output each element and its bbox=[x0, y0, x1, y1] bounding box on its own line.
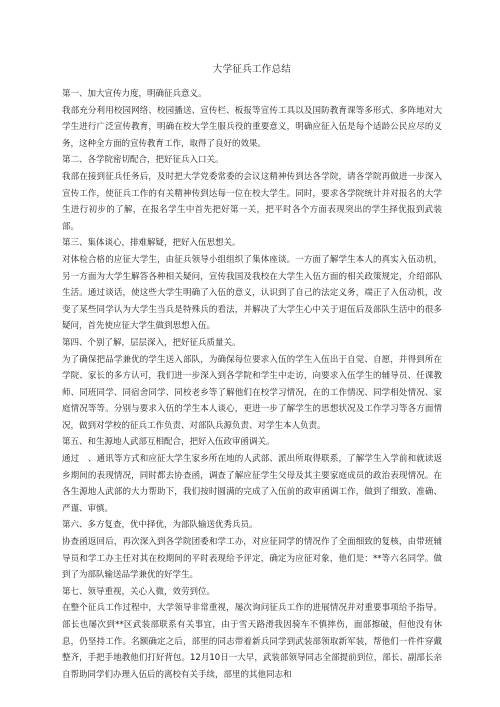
heading-2: 第二、各学院密切配合，把好征兵入口关。 bbox=[62, 155, 224, 166]
paragraph-4: 为了确保把品学兼优的学生送入部队，为确保每位要求入伍的学生入伍出于自觉、自愿，并得到所在学院、家长的多方认可，我们进一步深入到各学院和学生中走访，向要求入伍学生的辅导员、任课教师、同班同学、同宿舍同学、同校老乡等了解他们在校学习情况，在的工作情况、同学相处情况、家庭情况等等。分别与要求入伍的学生本人谈心，更进一步了解学生的思想状况及工作学习等各方面情况，做到对学校的征兵工作负责、对部队兵源负责、对学生本人负责。 bbox=[62, 354, 442, 431]
paragraph-6: 协查函返回后，再次深入到各学院团委和学工办，对应征同学的情况作了全面细致的复核，由带班辅导员和学工办主任对其在校期间的平时表现给予评定，确定为应征对象，他们是：**等六名同学。做到了为部队输送品学兼优的好学生。 bbox=[62, 537, 442, 581]
heading-7: 第七、领导重视，关心入微，效劳到位。 bbox=[62, 586, 216, 597]
document-title: 大学征兵工作总结 bbox=[212, 64, 292, 75]
heading-4: 第四、个别了解，层层深入，把好征兵质量关。 bbox=[62, 337, 241, 348]
paragraph-3: 对体检合格的应征大学生，由征兵领导小组组织了集体座谈。一方面了解学生本人的真实入伍动机，另一方面为大学生解答各种相关疑问，宣传我国及我校在大学生入伍方面的相关政策规定，介绍部队生活。通过谈话，使这些大学生明确了入伍的意义，认识到了自己的法定义务，端正了入伍动机，改变了某些同学认为大学生当兵是特殊兵的看法，并解决了大学生心中关于退伍后及部队生活中的很多疑问，首先使应征大学生做到思想入伍。 bbox=[62, 254, 442, 332]
document-body bbox=[62, 86, 442, 683]
heading-5: 第五、和生源地人武部互相配合，把好入伍政审函调关。 bbox=[62, 437, 275, 448]
paragraph-1: 我部充分利用校园网络、校园播送、宣传栏、板报等宣传工具以及国防教育课等多形式、多阵地对大学生进行广泛宣传教育，明确在校大学生服兵役的重要意义，明确应征入伍是每个适龄公民应尽的义务，这种全方面的宣传教育工作，取得了良好的效果。 bbox=[62, 105, 442, 149]
document-page bbox=[62, 64, 442, 683]
heading-1: 第一、加大宣传力度，明确征兵意义。 bbox=[62, 89, 207, 99]
paragraph-5: 通过 、通讯等方式和应征大学生家乡所在地的人武部、派出所取得联系，了解学生入学前和就读返乡期间的表现情况，同时都去协查函，调查了解应征学生父母及其主要家庭成员的政治表现情况。在各生源地人武部的大力帮助下，我们按时圆满的完成了入伍前的政审函调工作，做到了细致、准确、严谨、审慎。 bbox=[62, 454, 442, 514]
paragraph-2: 我部在接到征兵任务后，及时把大学党委常委的会议这精神传到达各学院，请各学院再做进一步深入宣传工作，使征兵工作的有关精神传到达每一位在校大学生。同时，要求各学院统计并对报名的大学生进行初步的了解，在报名学生中首先把好第一关，把平时各个方面表现突出的学生择优报到武装部。 bbox=[62, 171, 442, 232]
heading-3: 第三、集体谈心，排难解疑，把好入伍思想关。 bbox=[62, 238, 241, 249]
heading-6: 第六、多方复查，优中择优，为部队输送优秀兵员。 bbox=[62, 520, 258, 531]
paragraph-7: 在整个征兵工作过程中，大学领导非常重视，屡次询问征兵工作的进展情况并对重要事项给予指导。部长也屡次到**区武装部联系有关事宜，由于雪天路滑我因骑车不慎摔伤，面部擦破，但他没有休息，仍坚持工作。名额确定之后，部里的同志带着新兵同学到武装部领取新军装，帮他们一件件穿戴整齐，手把手地教他们打好背包。12月10日一大早，武装部领导同志全部提前到位，部长、副部长亲自帮助同学们办理入伍后的离校有关手续，部里的其他同志和 bbox=[62, 603, 442, 680]
